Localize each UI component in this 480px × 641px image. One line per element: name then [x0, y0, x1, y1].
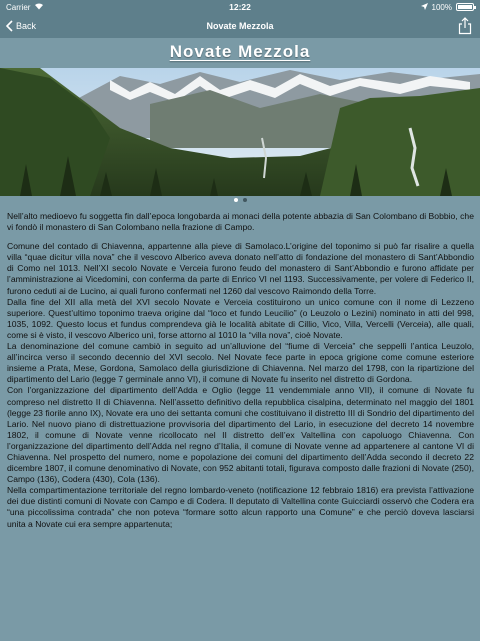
back-button[interactable]: [6, 17, 36, 35]
nav-title: Novate Mezzola: [206, 21, 274, 31]
paragraph: Dalla fine del XII alla metà del XVI secolo Novate e Verceia costituirono un unico comune con il nome di Lezzeno superiore. Quest’ultimo toponimo traeva origine dal “loco et fundo Leucilio” (o Leuzolo o Lezini) nominato in atti del 998, 1035, 1092. Questo locus et fundus comprendeva già le località abitate di Cillio, Vico, Villa, Vercelli (Verceia), alle quali, come si è visto, il vescovo Alberico unì, forse attorno al 1010 la “villa nova”, cioè Novate.: [7, 296, 474, 340]
image-pager: [0, 198, 480, 202]
paragraph: Con l’organizzazione del dipartimento dell’Adda e Oglio (legge 11 vendemmiale anno VII), il comune di Novate fu compreso nel distretto II di Chiavenna. Nell’assetto definitivo della repubblica cisalpina, determinato nel maggio del 1801 (legge 23 fiorile anno IX), Novate era uno dei settanta comuni che costituivano il distretto III di Sondrio del dipartimento del Lario. Nel nuovo piano di distrettuazione provvisoria del dipartimento del Lario, in esecuzione del decreto 14 novembre 1802, il comune di Novate venne ricollocato nel II distretto dell’ex Valtellina con capoluogo Chiavenna. Con l’organizzazione del dipartimento dell’Adda nel regno d’Italia, il comune di Novate venne ad appartenere al cantone VI di Chiavenna. Nel prospetto del numero, nome e popolazione dei comuni del dipartimento dell’Adda secondo il decreto 22 dicembre 1807, il comune denominativo di Novate, con 952 abitanti totali, figurava composto dalle frazioni di Novate (250), Campo (136), Codera (430), Cola (136).: [7, 385, 474, 485]
status-time: 12:22: [229, 2, 251, 12]
battery-icon: [456, 3, 474, 11]
navigation-bar: [0, 14, 480, 38]
page-title: Novate Mezzola: [169, 42, 311, 61]
status-bar: [0, 0, 480, 14]
mountain-valley-image: [0, 68, 480, 196]
battery-percent: 100%: [431, 2, 452, 12]
landscape-photo[interactable]: [0, 68, 480, 196]
paragraph: Nella compartimentazione territoriale del regno lombardo-veneto (notificazione 12 febbraio 1816) era prevista l’attivazione dei due distinti comuni di Novate con Campo e di Codera. Il deputato di Valtellina conte Guicciardi osservò che Codera era “una piccolissima contrada” che non poteva “formare sotto alcun rapporto una Comune” e che perciò doveva lasciarsi unita a Novate cui era sempre appartenuta;: [7, 485, 474, 529]
pager-dot-2[interactable]: [243, 198, 247, 202]
chevron-left-icon: [6, 20, 13, 32]
paragraph: La denominazione del comune cambiò in seguito ad un’alluvione del “fiume di Verceia” che seppellì l’antica Leuzolo, all’incirca verso il secondo decennio del XVI secolo. Nel Novate fece parte in epoca grigione come comune esteriore insieme a Prata, Mese, Gordona, Samolaco della giurisdizione di Chiavenna. Nel marzo del 1798, con la ripartizione del dipartimento del Lario (legge 7 germinale anno VI), il comune di Novate fu inserito nel distretto di Gordona.: [7, 341, 474, 385]
carrier-label: Carrier: [6, 2, 31, 12]
paragraph: Nell’alto medioevo fu soggetta fin dall’epoca longobarda ai monaci della potente abbazia di San Colombano di Bobbio, che vi fondò il monastero di San Colombano nella frazione di Campo.: [7, 211, 474, 233]
back-label: Back: [16, 21, 37, 31]
pager-dot-1[interactable]: [234, 198, 238, 202]
paragraph: Comune del contado di Chiavenna, appartenne alla pieve di Samolaco.L’origine del toponimo si può far risalire a quella villa “quae dicitur villa nova” che il vescovo Alberico aveva donato nell’atto di fondazione del monastero di Sant’Abbondio di Como nel 1013. Nell’XI secolo Novate e Verceia furono feudo del monastero di Sant’Abbondio e furono affidate per l’amministrazione ai Vicedomini, con conferma da parte di Enrico VI nel 1193. Successivamente, per volere di Federico II, furono ceduti ai de Lucino, ai quali furono confermati nel 1260 dal vescovo Raimondo della Torre.: [7, 241, 474, 296]
article-body: [7, 211, 474, 639]
battery-fill: [458, 5, 472, 9]
share-icon[interactable]: [458, 17, 472, 35]
